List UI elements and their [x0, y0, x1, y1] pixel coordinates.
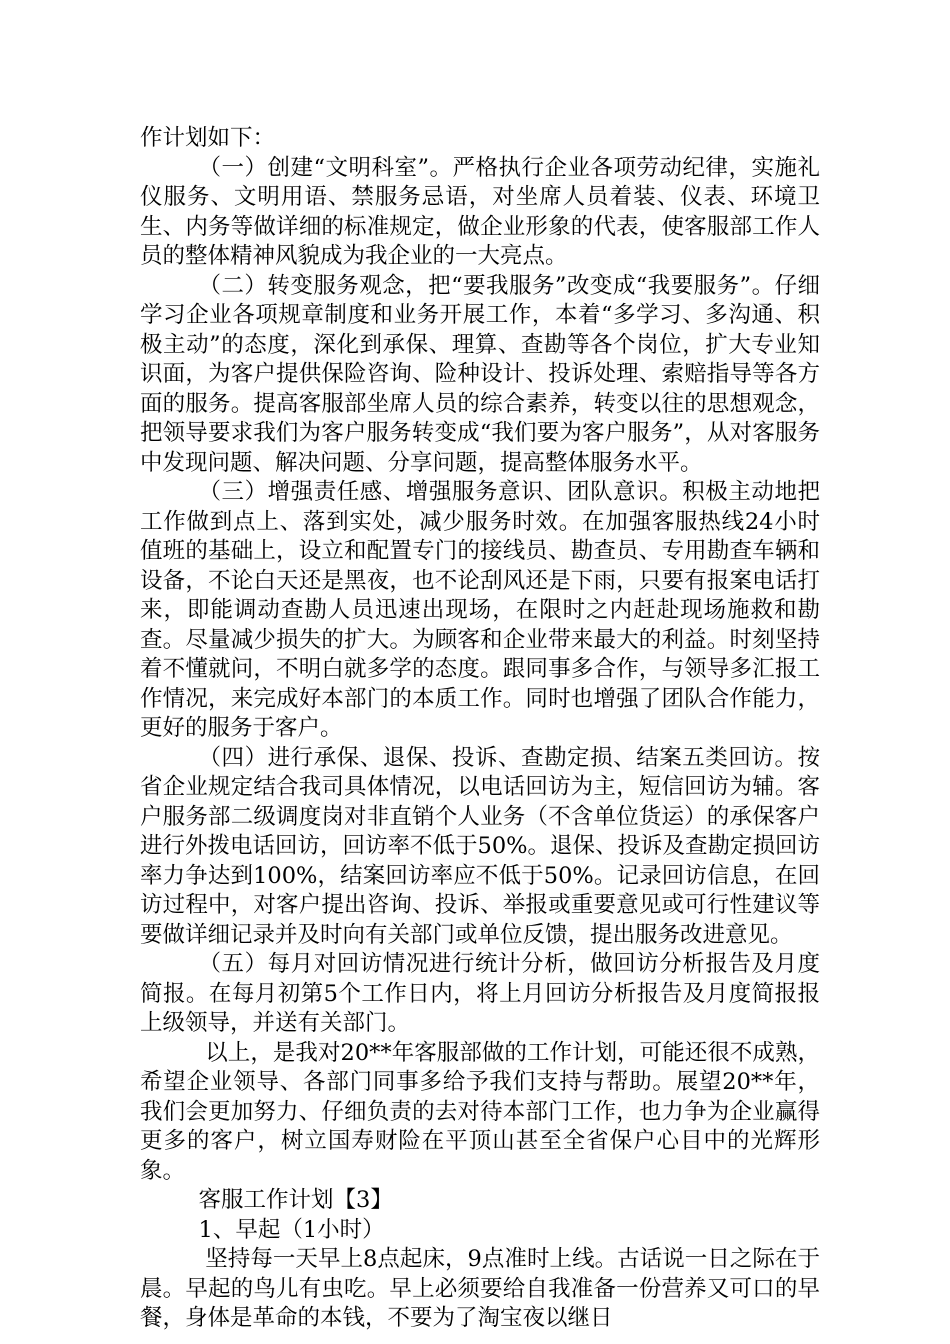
paragraph-item-3: （三）增强责任感、增强服务意识、团队意识。积极主动地把工作做到点上、落到实处，减少服务时效。在加强客服热线24小时值班的基础上，设立和配置专门的接线员、勘查员、专用勘查车辆和设备，不论白天还是黑夜，也不论刮风还是下雨，只要有报案电话打来，即能调动查勘人员迅速出现场，在限时之内赶赴现场施救和勘查。尽量减少损失的扩大。为顾客和企业带来最大的利益。时刻坚持着不懂就问，不明白就多学的态度。跟同事多合作，与领导多汇报工作情况，来完成好本部门的本质工作。同时也增强了团队合作能力，更好的服务于客户。 — [140, 479, 820, 741]
document-page — [140, 124, 820, 1334]
paragraph-intro: 作计划如下： — [140, 125, 276, 151]
paragraph-item-2: （二）转变服务观念，把“要我服务”改变成“我要服务”。仔细学习企业各项规章制度和业务开展工作，本着“多学习、多沟通、积极主动”的态度，深化到承保、理算、查勘等各个岗位，扩大专业知识面，为客户提供保险咨询、险种设计、投诉处理、索赔指导等各方面的服务。提高客服部坐席人员的综合素养，转变以往的思想观念，把领导要求我们为客户服务转变成“我们要为客户服务”，从对客服务中发现问题、解决问题、分享问题，提高整体服务水平。 — [140, 272, 820, 476]
paragraph-item-5: （五）每月对回访情况进行统计分析，做回访分析报告及月度简报。在每月初第5个工作日内，将上月回访分析报告及月度简报报上级领导，并送有关部门。 — [140, 951, 820, 1036]
paragraph-early-rise: 坚持每一天早上8点起床，9点准时上线。古话说一日之际在于晨。早起的鸟儿有虫吃。早上必须要给自我准备一份营养又可口的早餐，身体是革命的本钱，不要为了淘宝夜以继日 — [140, 1246, 820, 1331]
paragraph-conclusion: 以上，是我对20**年客服部做的工作计划，可能还很不成熟，希望企业领导、各部门同事多给予我们支持与帮助。展望20**年，我们会更加努力、仔细负责的去对待本部门工作，也力争为企业赢得更多的客户，树立国寿财险在平顶山甚至全省保户心目中的光辉形象。 — [140, 1039, 820, 1184]
paragraph-item-1: （一）创建“文明科室”。严格执行企业各项劳动纪律，实施礼仪服务、文明用语、禁服务忌语，对坐席人员着装、仪表、环境卫生、内务等做详细的标准规定，做企业形象的代表，使客服部工作人员的整体精神风貌成为我企业的一大亮点。 — [140, 154, 820, 269]
section-heading: 客服工作计划【3】 — [198, 1187, 393, 1213]
subsection-heading: 1、早起（1小时） — [198, 1216, 385, 1243]
paragraph-item-4: （四）进行承保、退保、投诉、查勘定损、结案五类回访。按省企业规定结合我司具体情况，以电话回访为主，短信回访为辅。客户服务部二级调度岗对非直销个人业务（不含单位货运）的承保客户进行外拨电话回访，回访率不低于50%。退保、投诉及查勘定损回访率力争达到100%，结案回访率应不低于50%。记录回访信息，在回访过程中，对客户提出咨询、投诉、举报或重要意见或可行性建议等要做详细记录并及时向有关部门或单位反馈，提出服务改进意见。 — [140, 744, 821, 948]
